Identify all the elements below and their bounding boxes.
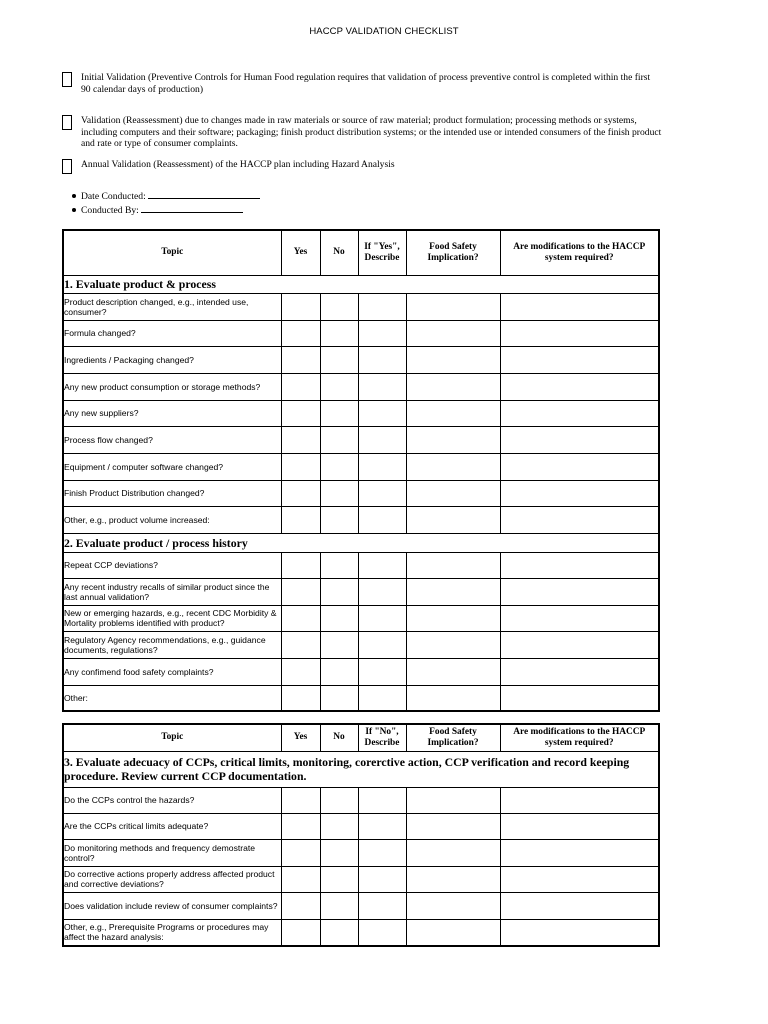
question-cell: Other, e.g., product volume increased: <box>63 506 281 533</box>
question-cell: Regulatory Agency recommendations, e.g., guidance documents, regulations? <box>63 631 281 658</box>
question-cell: Any new product consumption or storage methods? <box>63 373 281 400</box>
describe-cell[interactable] <box>358 293 406 320</box>
yes-cell[interactable] <box>281 400 320 426</box>
header-modifications: Are modifications to the HACCP system required? <box>500 724 659 751</box>
describe-cell[interactable] <box>358 866 406 892</box>
option-initial-validation[interactable] <box>62 72 662 95</box>
implication-cell[interactable] <box>406 320 500 346</box>
date-conducted-field[interactable] <box>148 189 212 199</box>
table-row <box>63 373 659 400</box>
header-describe: If "No", Describe <box>358 724 406 751</box>
modifications-cell[interactable] <box>500 787 659 813</box>
no-cell[interactable] <box>320 658 358 685</box>
no-cell[interactable] <box>320 426 358 453</box>
implication-cell[interactable] <box>406 578 500 605</box>
question-cell: Product description changed, e.g., intended use, consumer? <box>63 293 281 320</box>
option-reassessment-validation[interactable] <box>62 115 662 150</box>
option-text: Validation (Reassessment) due to changes made in raw materials or source of raw material; product formulation; processing methods or systems, including computers and their software; packaging; finish product distribution systems; or the intended use or intended consumers of the finish product and rate or type of consumer complaints. <box>81 115 662 150</box>
question-cell: Do corrective actions properly address affected product and corrective deviations? <box>63 866 281 892</box>
modifications-cell[interactable] <box>500 892 659 919</box>
section-title: 2. Evaluate product / process history <box>63 533 659 552</box>
implication-cell[interactable] <box>406 480 500 506</box>
yes-cell[interactable] <box>281 685 320 711</box>
describe-cell[interactable] <box>358 892 406 919</box>
yes-cell[interactable] <box>281 631 320 658</box>
option-text: Annual Validation (Reassessment) of the HACCP plan including Hazard Analysis <box>81 159 395 170</box>
yes-cell[interactable] <box>281 919 320 946</box>
question-cell: Does validation include review of consumer complaints? <box>63 892 281 919</box>
yes-cell[interactable] <box>281 787 320 813</box>
header-no: No <box>320 724 358 751</box>
describe-cell[interactable] <box>358 685 406 711</box>
table-row <box>63 839 659 866</box>
table-row <box>63 813 659 839</box>
modifications-cell[interactable] <box>500 605 659 631</box>
option-annual-validation[interactable] <box>62 159 662 171</box>
table-row <box>63 320 659 346</box>
implication-cell[interactable] <box>406 293 500 320</box>
no-cell[interactable] <box>320 866 358 892</box>
yes-cell[interactable] <box>281 578 320 605</box>
section-row <box>63 751 659 787</box>
date-conducted-label: Date Conducted: <box>81 191 146 202</box>
yes-cell[interactable] <box>281 426 320 453</box>
implication-cell[interactable] <box>406 605 500 631</box>
header-topic: Topic <box>63 230 281 275</box>
implication-cell[interactable] <box>406 400 500 426</box>
modifications-cell[interactable] <box>500 320 659 346</box>
describe-cell[interactable] <box>358 578 406 605</box>
table-row <box>63 480 659 506</box>
describe-cell[interactable] <box>358 658 406 685</box>
section-row <box>63 533 659 552</box>
question-cell: Equipment / computer software changed? <box>63 453 281 480</box>
bullet-icon <box>72 194 76 198</box>
describe-cell[interactable] <box>358 506 406 533</box>
modifications-cell[interactable] <box>500 552 659 578</box>
question-cell: Other: <box>63 685 281 711</box>
header-modifications: Are modifications to the HACCP system required? <box>500 230 659 275</box>
header-describe: If "Yes", Describe <box>358 230 406 275</box>
section-row <box>63 275 659 293</box>
no-cell[interactable] <box>320 320 358 346</box>
implication-cell[interactable] <box>406 892 500 919</box>
table-row <box>63 293 659 320</box>
implication-cell[interactable] <box>406 426 500 453</box>
implication-cell[interactable] <box>406 506 500 533</box>
table-row <box>63 919 659 946</box>
modifications-cell[interactable] <box>500 480 659 506</box>
no-cell[interactable] <box>320 400 358 426</box>
conducted-by-field-ext[interactable] <box>205 203 243 213</box>
question-cell: Any recent industry recalls of similar product since the last annual validation? <box>63 578 281 605</box>
table-row <box>63 605 659 631</box>
question-cell: Any confimend food safety complaints? <box>63 658 281 685</box>
implication-cell[interactable] <box>406 631 500 658</box>
implication-cell[interactable] <box>406 552 500 578</box>
header-topic: Topic <box>63 724 281 751</box>
question-cell: Do monitoring methods and frequency demostrate control? <box>63 839 281 866</box>
describe-cell[interactable] <box>358 426 406 453</box>
no-cell[interactable] <box>320 685 358 711</box>
modifications-cell[interactable] <box>500 506 659 533</box>
modifications-cell[interactable] <box>500 866 659 892</box>
implication-cell[interactable] <box>406 453 500 480</box>
conducted-by-row <box>72 203 260 217</box>
question-cell: Finish Product Distribution changed? <box>63 480 281 506</box>
table-row <box>63 685 659 711</box>
describe-cell[interactable] <box>358 373 406 400</box>
header-implication: Food Safety Implication? <box>406 724 500 751</box>
describe-cell[interactable] <box>358 400 406 426</box>
describe-cell[interactable] <box>358 787 406 813</box>
table-row <box>63 866 659 892</box>
no-cell[interactable] <box>320 919 358 946</box>
checklist-table-2 <box>62 723 660 947</box>
no-cell[interactable] <box>320 293 358 320</box>
modifications-cell[interactable] <box>500 426 659 453</box>
no-cell[interactable] <box>320 787 358 813</box>
conducted-by-field[interactable] <box>141 203 205 213</box>
implication-cell[interactable] <box>406 658 500 685</box>
no-cell[interactable] <box>320 578 358 605</box>
implication-cell[interactable] <box>406 839 500 866</box>
yes-cell[interactable] <box>281 658 320 685</box>
implication-cell[interactable] <box>406 866 500 892</box>
no-cell[interactable] <box>320 480 358 506</box>
modifications-cell[interactable] <box>500 346 659 373</box>
describe-cell[interactable] <box>358 320 406 346</box>
header-implication: Food Safety Implication? <box>406 230 500 275</box>
modifications-cell[interactable] <box>500 813 659 839</box>
question-cell: Are the CCPs critical limits adequate? <box>63 813 281 839</box>
modifications-cell[interactable] <box>500 453 659 480</box>
no-cell[interactable] <box>320 839 358 866</box>
no-cell[interactable] <box>320 631 358 658</box>
table-row <box>63 552 659 578</box>
question-cell: Repeat CCP deviations? <box>63 552 281 578</box>
question-cell: Any new suppliers? <box>63 400 281 426</box>
option-text: Initial Validation (Preventive Controls for Human Food regulation requires that validation of process preventive control is completed within the first 90 calendar days of production) <box>81 72 651 95</box>
table-header-row <box>63 724 659 751</box>
modifications-cell[interactable] <box>500 839 659 866</box>
yes-cell[interactable] <box>281 453 320 480</box>
header-no: No <box>320 230 358 275</box>
modifications-cell[interactable] <box>500 919 659 946</box>
describe-cell[interactable] <box>358 813 406 839</box>
no-cell[interactable] <box>320 373 358 400</box>
modifications-cell[interactable] <box>500 631 659 658</box>
table-row <box>63 426 659 453</box>
modifications-cell[interactable] <box>500 658 659 685</box>
no-cell[interactable] <box>320 892 358 919</box>
describe-cell[interactable] <box>358 631 406 658</box>
implication-cell[interactable] <box>406 685 500 711</box>
table-row <box>63 506 659 533</box>
modifications-cell[interactable] <box>500 685 659 711</box>
question-cell: Process flow changed? <box>63 426 281 453</box>
checkbox[interactable] <box>62 72 72 87</box>
conducted-fields <box>72 189 260 217</box>
describe-cell[interactable] <box>358 480 406 506</box>
table-header-row <box>63 230 659 275</box>
implication-cell[interactable] <box>406 787 500 813</box>
conducted-by-label: Conducted By: <box>81 205 139 216</box>
table-row <box>63 787 659 813</box>
yes-cell[interactable] <box>281 480 320 506</box>
table-row <box>63 400 659 426</box>
yes-cell[interactable] <box>281 552 320 578</box>
yes-cell[interactable] <box>281 320 320 346</box>
bullet-icon <box>72 208 76 212</box>
no-cell[interactable] <box>320 506 358 533</box>
table-row <box>63 578 659 605</box>
question-cell: Other, e.g., Prerequisite Programs or procedures may affect the hazard analysis: <box>63 919 281 946</box>
section-title: 1. Evaluate product & process <box>63 275 659 293</box>
describe-cell[interactable] <box>358 605 406 631</box>
checkbox[interactable] <box>62 159 72 174</box>
no-cell[interactable] <box>320 453 358 480</box>
section-title: 3. Evaluate adecuacy of CCPs, critical limits, monitoring, corerctive action, CCP verification and record keeping procedure. Review current CCP documentation. <box>63 751 659 787</box>
question-cell: New or emerging hazards, e.g., recent CDC Morbidity & Mortality problems identified with product? <box>63 605 281 631</box>
modifications-cell[interactable] <box>500 578 659 605</box>
yes-cell[interactable] <box>281 293 320 320</box>
table-row <box>63 892 659 919</box>
implication-cell[interactable] <box>406 813 500 839</box>
yes-cell[interactable] <box>281 373 320 400</box>
table-row <box>63 658 659 685</box>
question-cell: Formula changed? <box>63 320 281 346</box>
yes-cell[interactable] <box>281 813 320 839</box>
checkbox[interactable] <box>62 115 72 130</box>
no-cell[interactable] <box>320 605 358 631</box>
implication-cell[interactable] <box>406 346 500 373</box>
modifications-cell[interactable] <box>500 373 659 400</box>
yes-cell[interactable] <box>281 866 320 892</box>
yes-cell[interactable] <box>281 605 320 631</box>
question-cell: Ingredients / Packaging changed? <box>63 346 281 373</box>
no-cell[interactable] <box>320 552 358 578</box>
no-cell[interactable] <box>320 346 358 373</box>
modifications-cell[interactable] <box>500 293 659 320</box>
implication-cell[interactable] <box>406 919 500 946</box>
implication-cell[interactable] <box>406 373 500 400</box>
date-conducted-row <box>72 189 260 203</box>
describe-cell[interactable] <box>358 552 406 578</box>
date-conducted-field-ext[interactable] <box>212 189 260 199</box>
question-cell: Do the CCPs control the hazards? <box>63 787 281 813</box>
yes-cell[interactable] <box>281 892 320 919</box>
table-row <box>63 631 659 658</box>
describe-cell[interactable] <box>358 453 406 480</box>
yes-cell[interactable] <box>281 346 320 373</box>
table-row <box>63 453 659 480</box>
describe-cell[interactable] <box>358 919 406 946</box>
describe-cell[interactable] <box>358 346 406 373</box>
checklist-table-1 <box>62 229 660 712</box>
modifications-cell[interactable] <box>500 400 659 426</box>
yes-cell[interactable] <box>281 506 320 533</box>
header-yes: Yes <box>281 230 320 275</box>
no-cell[interactable] <box>320 813 358 839</box>
page-title: HACCP VALIDATION CHECKLIST <box>309 26 459 37</box>
table-row <box>63 346 659 373</box>
header-yes: Yes <box>281 724 320 751</box>
yes-cell[interactable] <box>281 839 320 866</box>
describe-cell[interactable] <box>358 839 406 866</box>
